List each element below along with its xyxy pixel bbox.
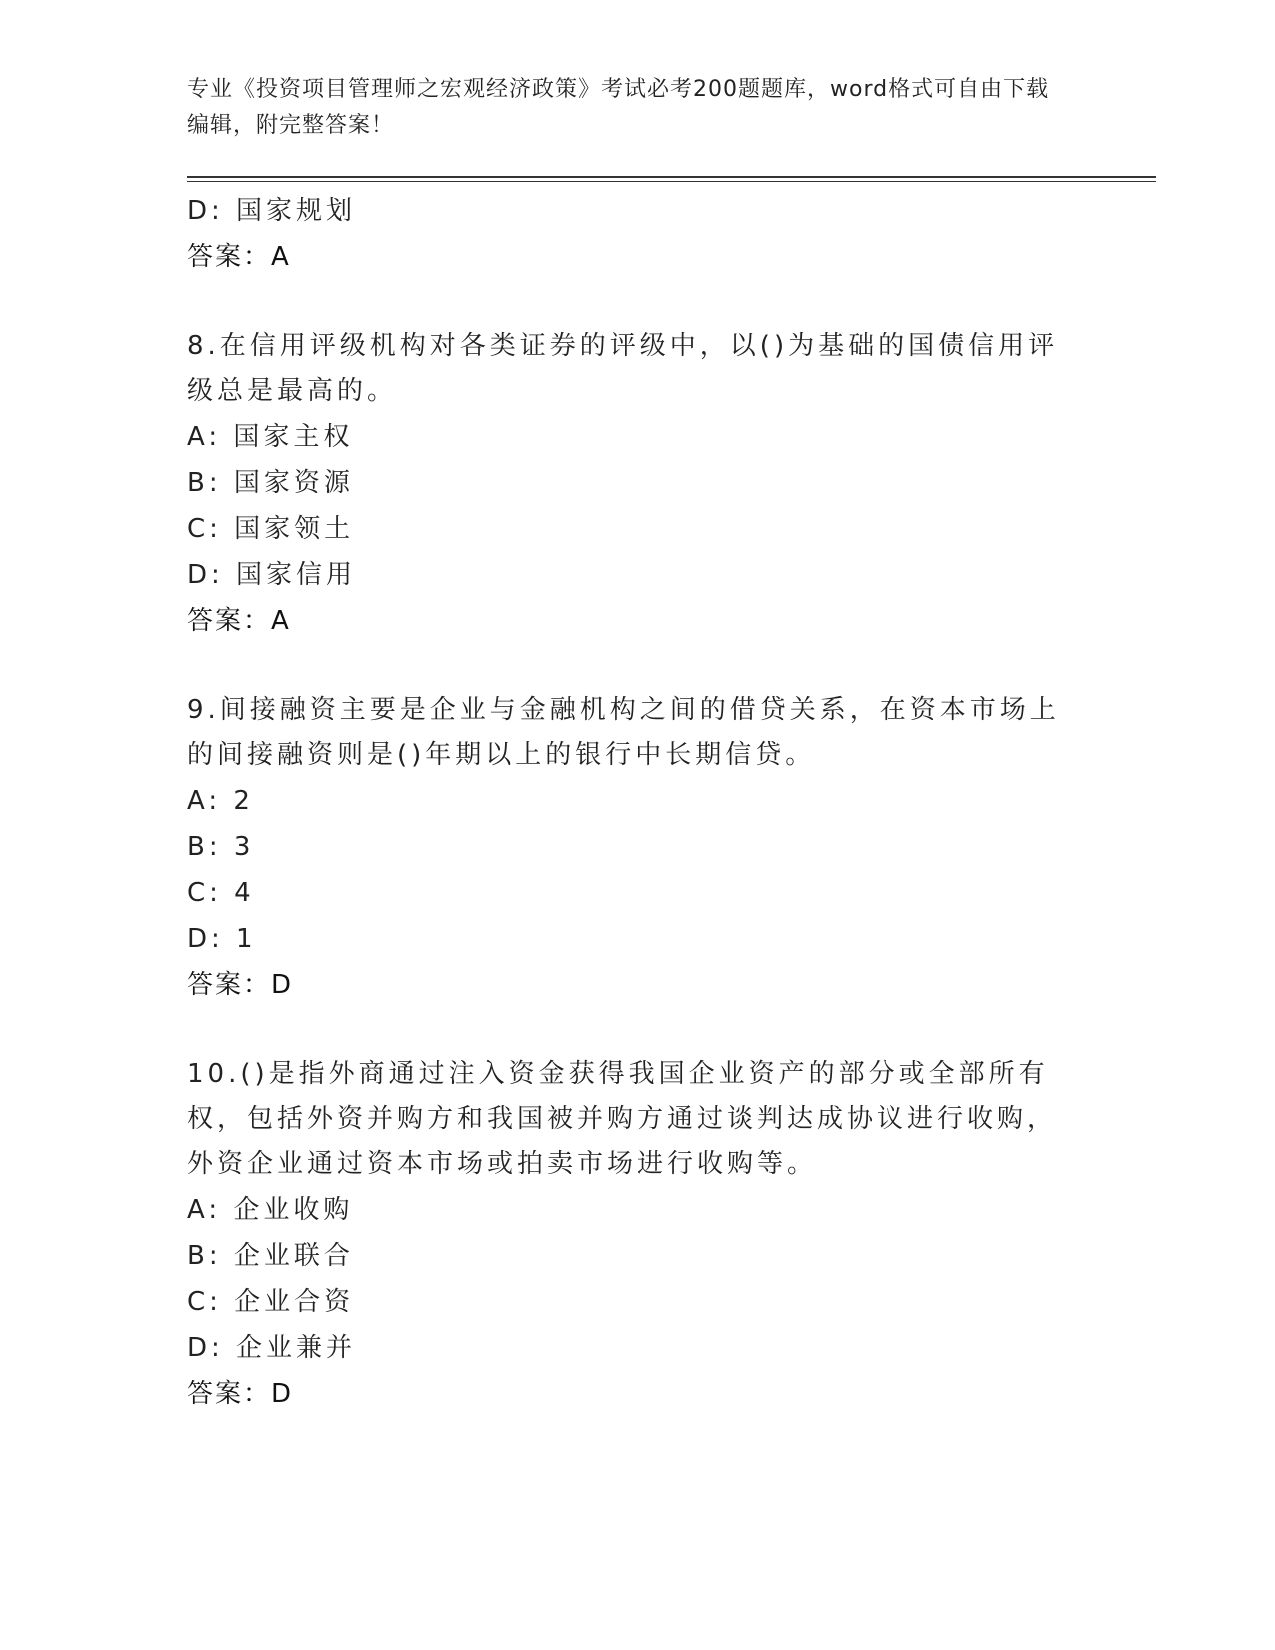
option-b: B: 3 (187, 832, 255, 862)
header-divider-thick (187, 176, 1156, 178)
question-8 (187, 324, 1077, 644)
option-d: D: 企业兼并 (187, 1333, 357, 1363)
option-c: C: 国家领土 (187, 514, 355, 544)
option-c: C: 4 (187, 878, 255, 908)
question-text: 10.()是指外商通过注入资金获得我国企业资产的部分或全部所有权，包括外资并购方和我国被并购方通过谈判达成协议进行收购，外资企业通过资本市场或拍卖市场进行收购等。 (187, 1059, 1058, 1179)
question-text: 9.间接融资主要是企业与金融机构之间的借贷关系，在资本市场上的间接融资则是()年期以上的银行中长期信贷。 (187, 695, 1060, 770)
answer-line: 答案：D (187, 1379, 294, 1409)
option-d: D: 1 (187, 924, 257, 954)
option-c: C: 企业合资 (187, 1287, 355, 1317)
answer-line: 答案：A (187, 242, 291, 272)
option-b: B: 企业联合 (187, 1241, 354, 1271)
option-a: A: 国家主权 (187, 422, 354, 452)
option-a: A: 企业收购 (187, 1195, 354, 1225)
header-divider-thin (187, 181, 1156, 182)
option-b: B: 国家资源 (187, 468, 354, 498)
page-header: 专业《投资项目管理师之宏观经济政策》考试必考200题题库，word格式可自由下载编辑，附完整答案！ (187, 77, 1050, 138)
answer-line: 答案：D (187, 970, 294, 1000)
option-d: D: 国家信用 (187, 560, 357, 590)
question-text: 8.在信用评级机构对各类证券的评级中，以()为基础的国债信用评级总是最高的。 (187, 331, 1059, 406)
question-list (187, 188, 1077, 1417)
question-10 (187, 1052, 1077, 1417)
question-9 (187, 688, 1077, 1008)
option-a: A: 2 (187, 786, 254, 816)
option-d: D: 国家规划 (187, 196, 357, 226)
answer-line: 答案：A (187, 606, 291, 636)
